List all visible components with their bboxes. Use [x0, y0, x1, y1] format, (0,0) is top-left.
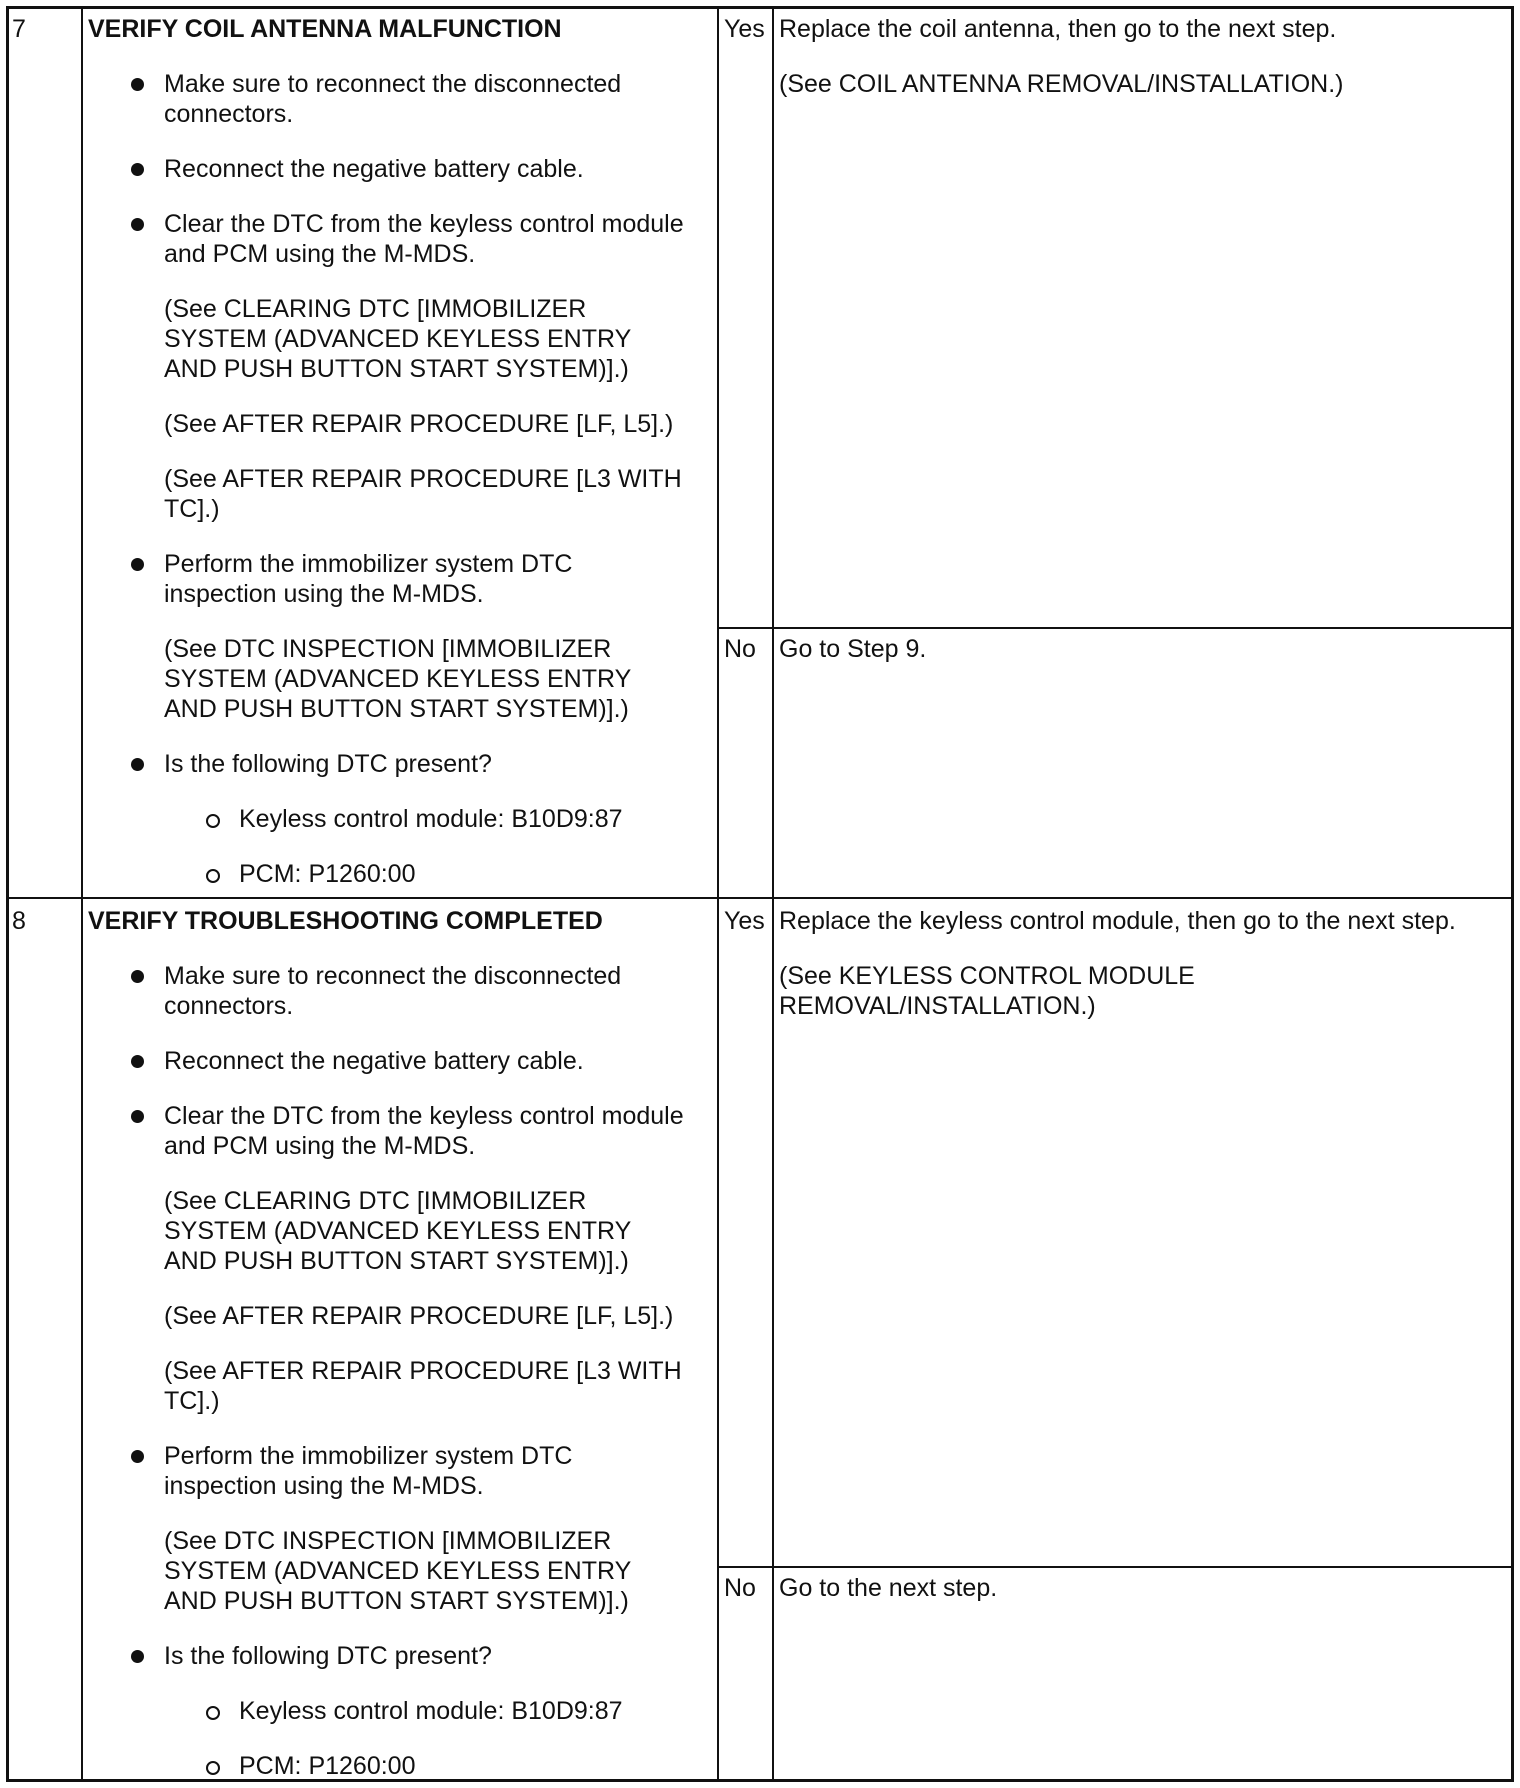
- reference-text: (See AFTER REPAIR PROCEDURE [L3 WITH: [164, 465, 682, 493]
- reference-text: (See AFTER REPAIR PROCEDURE [LF, L5].): [164, 410, 674, 438]
- step-number: 8: [12, 907, 26, 935]
- row-divider-step7-step8: [6, 897, 1514, 899]
- procedure-text: Perform the immobilizer system DTC: [164, 550, 573, 578]
- bullet-icon: [131, 970, 144, 983]
- reference-text: AND PUSH BUTTON START SYSTEM)].): [164, 1587, 629, 1615]
- yes-label: Yes: [724, 907, 765, 935]
- procedure-text: connectors.: [164, 992, 294, 1020]
- procedure-text: Perform the immobilizer system DTC: [164, 1442, 573, 1470]
- procedure-text: Reconnect the negative battery cable.: [164, 155, 584, 183]
- bullet-icon: [131, 1110, 144, 1123]
- procedure-text: inspection using the M-MDS.: [164, 1472, 484, 1500]
- reference-text: AND PUSH BUTTON START SYSTEM)].): [164, 695, 629, 723]
- yes-action: Replace the keyless control module, then go to the next step.: [779, 907, 1456, 935]
- procedure-text: Clear the DTC from the keyless control module: [164, 210, 684, 238]
- procedure-text: and PCM using the M-MDS.: [164, 240, 476, 268]
- bullet-icon: [131, 78, 144, 91]
- sub-bullet-icon: [206, 869, 220, 883]
- yes-reference: (See COIL ANTENNA REMOVAL/INSTALLATION.): [779, 70, 1344, 98]
- dtc-item: Keyless control module: B10D9:87: [239, 805, 623, 833]
- yes-reference: REMOVAL/INSTALLATION.): [779, 992, 1096, 1020]
- sub-bullet-icon: [206, 1706, 220, 1720]
- bullet-icon: [131, 1650, 144, 1663]
- dtc-item: PCM: P1260:00: [239, 1752, 416, 1780]
- procedure-text: Is the following DTC present?: [164, 1642, 492, 1670]
- procedure-text: Reconnect the negative battery cable.: [164, 1047, 584, 1075]
- bullet-icon: [131, 1055, 144, 1068]
- reference-text: SYSTEM (ADVANCED KEYLESS ENTRY: [164, 1217, 632, 1245]
- column-divider-result: [772, 6, 774, 1782]
- sub-bullet-icon: [206, 814, 220, 828]
- bullet-icon: [131, 558, 144, 571]
- procedure-text: Make sure to reconnect the disconnected: [164, 70, 622, 98]
- yes-reference: (See KEYLESS CONTROL MODULE: [779, 962, 1195, 990]
- yes-action: Replace the coil antenna, then go to the next step.: [779, 15, 1337, 43]
- bullet-icon: [131, 1450, 144, 1463]
- dtc-item: PCM: P1260:00: [239, 860, 416, 888]
- procedure-text: Make sure to reconnect the disconnected: [164, 962, 622, 990]
- dtc-item: Keyless control module: B10D9:87: [239, 1697, 623, 1725]
- no-label: No: [724, 1574, 756, 1602]
- no-action: Go to Step 9.: [779, 635, 927, 663]
- reference-text: (See DTC INSPECTION [IMMOBILIZER: [164, 1527, 612, 1555]
- bullet-icon: [131, 758, 144, 771]
- row-divider-step7-yes-no: [717, 627, 1514, 629]
- procedure-text: Is the following DTC present?: [164, 750, 492, 778]
- bullet-icon: [131, 218, 144, 231]
- reference-text: (See AFTER REPAIR PROCEDURE [L3 WITH: [164, 1357, 682, 1385]
- reference-text: (See DTC INSPECTION [IMMOBILIZER: [164, 635, 612, 663]
- step-title: VERIFY TROUBLESHOOTING COMPLETED: [88, 907, 603, 935]
- reference-text: SYSTEM (ADVANCED KEYLESS ENTRY: [164, 325, 632, 353]
- step-number: 7: [12, 15, 26, 43]
- reference-text: SYSTEM (ADVANCED KEYLESS ENTRY: [164, 665, 632, 693]
- reference-text: AND PUSH BUTTON START SYSTEM)].): [164, 355, 629, 383]
- column-divider-procedure: [717, 6, 719, 1782]
- procedure-text: inspection using the M-MDS.: [164, 580, 484, 608]
- bullet-icon: [131, 163, 144, 176]
- procedure-text: and PCM using the M-MDS.: [164, 1132, 476, 1160]
- procedure-text: connectors.: [164, 100, 294, 128]
- reference-text: SYSTEM (ADVANCED KEYLESS ENTRY: [164, 1557, 632, 1585]
- reference-text: (See CLEARING DTC [IMMOBILIZER: [164, 295, 587, 323]
- reference-text: AND PUSH BUTTON START SYSTEM)].): [164, 1247, 629, 1275]
- reference-text: TC].): [164, 495, 220, 523]
- sub-bullet-icon: [206, 1761, 220, 1775]
- row-divider-step8-yes-no: [717, 1566, 1514, 1568]
- step-title: VERIFY COIL ANTENNA MALFUNCTION: [88, 15, 562, 43]
- no-action: Go to the next step.: [779, 1574, 998, 1602]
- yes-label: Yes: [724, 15, 765, 43]
- column-divider-step: [81, 6, 83, 1782]
- reference-text: (See AFTER REPAIR PROCEDURE [LF, L5].): [164, 1302, 674, 1330]
- no-label: No: [724, 635, 756, 663]
- procedure-text: Clear the DTC from the keyless control module: [164, 1102, 684, 1130]
- reference-text: (See CLEARING DTC [IMMOBILIZER: [164, 1187, 587, 1215]
- reference-text: TC].): [164, 1387, 220, 1415]
- troubleshooting-table: [6, 6, 1514, 1782]
